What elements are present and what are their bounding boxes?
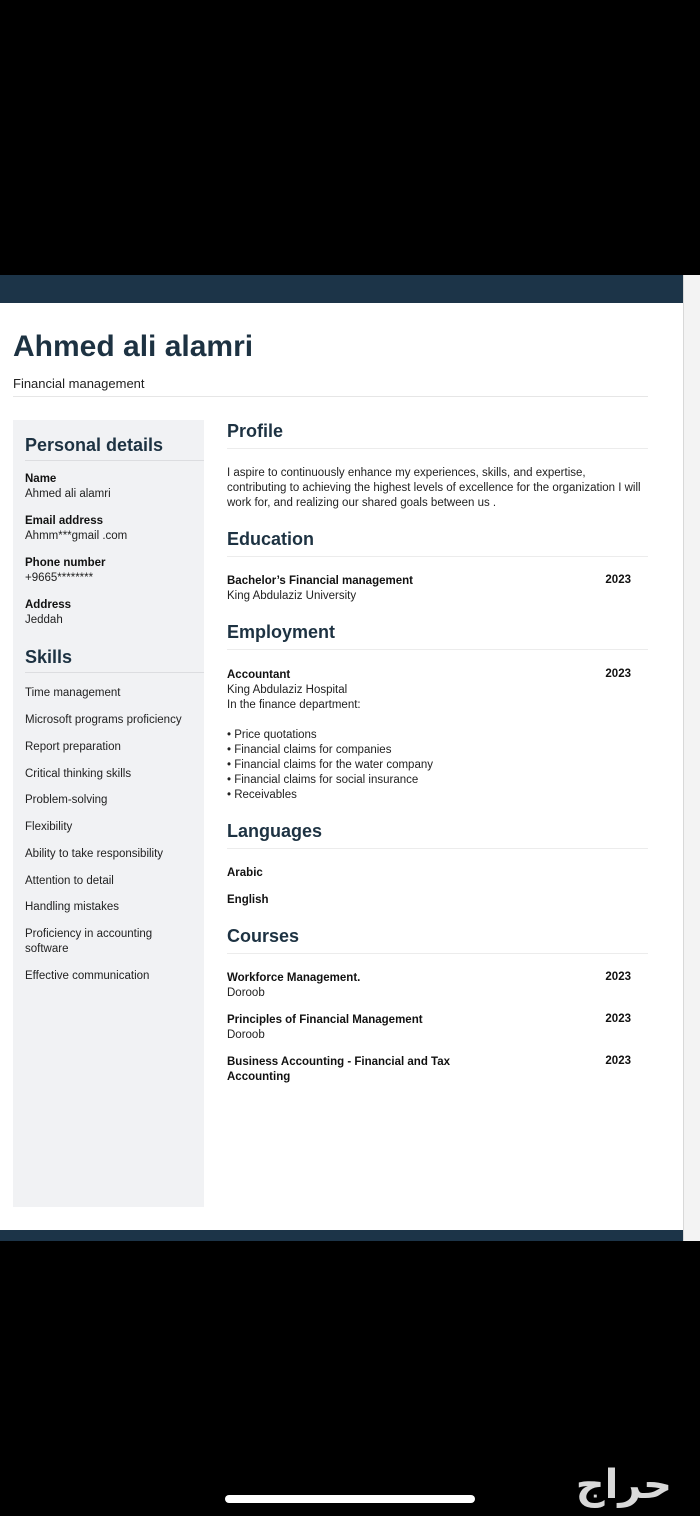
job-title: Accountant <box>227 669 291 681</box>
haraj-watermark-text: حراج <box>575 1462 672 1508</box>
course-title: Business Accounting - Financial and Tax Accounting <box>227 1056 451 1083</box>
email-value: Ahmm***gmail .com <box>25 530 128 542</box>
skill-item: Critical thinking skills <box>25 768 132 780</box>
job-bullet: • Receivables <box>227 789 297 801</box>
job-bullet: • Financial claims for social insurance <box>227 774 419 786</box>
job-employer: King Abdulaziz Hospital <box>227 684 348 696</box>
course-title: Principles of Financial Management <box>227 1014 423 1026</box>
skill-item: Effective communication <box>25 970 150 982</box>
course-title: Workforce Management. <box>227 972 361 984</box>
profile-text: I aspire to continuously enhance my experiences, skills, and expertise, contributing to achieving the highest levels of excellence for the organization I will work for, and realizing our shared goals between us . <box>227 467 641 509</box>
skill-item: Ability to take responsibility <box>25 848 164 860</box>
home-indicator[interactable] <box>225 1495 475 1503</box>
candidate-name: Ahmed ali alamri <box>13 330 254 363</box>
skill-item: Report preparation <box>25 741 121 753</box>
languages-heading: Languages <box>227 821 323 841</box>
skill-item: Proficiency in accounting software <box>25 928 153 955</box>
personal-details-heading: Personal details <box>25 435 164 455</box>
language-item: English <box>227 894 269 906</box>
job-description: In the finance department: <box>227 699 361 711</box>
email-label: Email address <box>25 515 103 527</box>
education-divider <box>227 556 648 557</box>
course-provider: Doroob <box>227 1029 265 1041</box>
skill-item: Time management <box>25 687 121 699</box>
job-year: 2023 <box>605 668 631 680</box>
skill-item: Problem-solving <box>25 794 108 806</box>
haraj-logo-icon <box>492 1458 680 1508</box>
skills-divider <box>25 672 204 673</box>
personal-details-divider <box>25 460 204 461</box>
candidate-title: Financial management <box>13 376 145 391</box>
top-color-band <box>0 275 683 303</box>
page-edge <box>683 275 700 1241</box>
phone-label: Phone number <box>25 557 106 569</box>
skills-heading: Skills <box>25 647 73 667</box>
bottom-color-band <box>0 1230 683 1241</box>
course-year: 2023 <box>605 971 631 983</box>
education-year: 2023 <box>605 574 631 586</box>
job-bullet: • Financial claims for the water company <box>227 759 433 771</box>
phone-value: +9665******** <box>25 572 94 584</box>
skill-item: Microsoft programs proficiency <box>25 714 182 726</box>
job-bullet: • Financial claims for companies <box>227 744 392 756</box>
courses-divider <box>227 953 648 954</box>
education-school: King Abdulaziz University <box>227 590 357 602</box>
employment-divider <box>227 649 648 650</box>
languages-divider <box>227 848 648 849</box>
courses-heading: Courses <box>227 926 300 946</box>
resume-page <box>0 275 683 1241</box>
name-value: Ahmed ali alamri <box>25 488 111 500</box>
education-heading: Education <box>227 529 315 549</box>
name-label: Name <box>25 473 57 485</box>
profile-divider <box>227 448 648 449</box>
skill-item: Attention to detail <box>25 875 114 887</box>
employment-heading: Employment <box>227 622 336 642</box>
address-label: Address <box>25 599 72 611</box>
header-divider <box>13 396 648 397</box>
course-year: 2023 <box>605 1055 631 1067</box>
course-year: 2023 <box>605 1013 631 1025</box>
skill-item: Handling mistakes <box>25 901 119 913</box>
language-item: Arabic <box>227 867 263 879</box>
profile-heading: Profile <box>227 421 284 441</box>
job-bullet: • Price quotations <box>227 729 317 741</box>
address-value: Jeddah <box>25 614 63 626</box>
course-provider: Doroob <box>227 987 265 999</box>
education-degree: Bachelor’s Financial management <box>227 575 413 587</box>
sidebar <box>13 420 204 1207</box>
skill-item: Flexibility <box>25 821 73 833</box>
